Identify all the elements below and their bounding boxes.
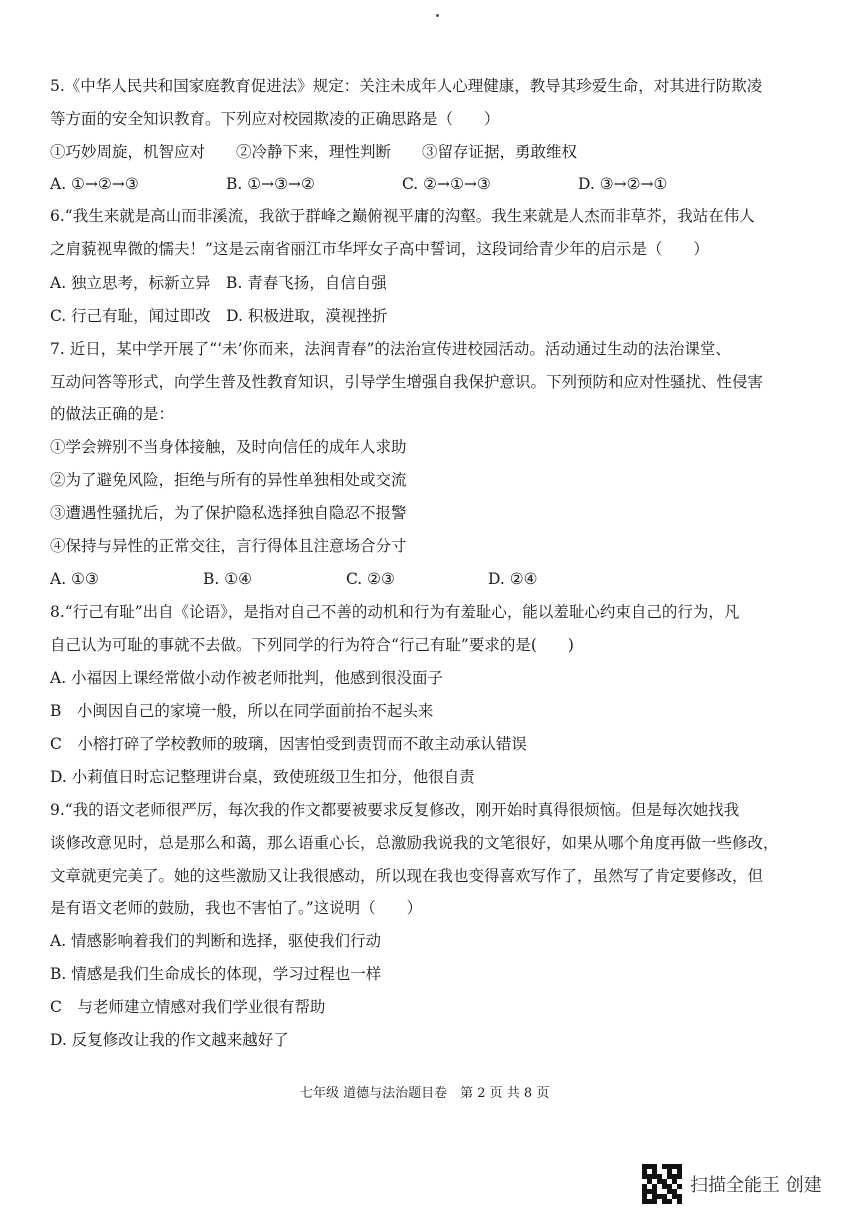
- q7-stem-line2: 互动问答等形式，向学生普及性教育知识，引导学生增强自我保护意识。下列预防和应对性骚扰、性侵害: [50, 373, 764, 391]
- watermark-text: 扫描全能王 创建: [690, 1175, 822, 1196]
- q9-stem-line1: 9.“我的语文老师很严厉，每次我的作文都要被要求反复修改，刚开始时真得很烦恼。但是每次她找我: [50, 801, 740, 819]
- q6-options-ab[interactable]: A. 独立思考，标新立异 B. 青春飞扬，自信自强: [50, 274, 387, 292]
- q7-item-4: ④保持与异性的正常交往，言行得体且注意场合分寸: [50, 537, 407, 555]
- q7-stem-line3: 的做法正确的是：: [50, 405, 175, 423]
- q7-options: [50, 570, 664, 588]
- q7-item-1: ①学会辨别不当身体接触，及时向信任的成年人求助: [50, 438, 407, 456]
- q7-option-c[interactable]: C. ②③: [346, 570, 395, 588]
- q8-stem-line2: 自己认为可耻的事就不去做。下列同学的行为符合“行己有耻”要求的是( ): [50, 636, 574, 654]
- q8-option-c[interactable]: C 小榕打碎了学校教师的玻璃，因害怕受到责罚而不敢主动承认错误: [50, 735, 527, 753]
- q5-stem-line2: 等方面的安全知识教育。下列应对校园欺凌的正确思路是（ ）: [50, 110, 500, 128]
- q5-option-d[interactable]: D. ③→②→①: [578, 175, 668, 193]
- q5-items: ①巧妙周旋，机智应对 ②冷静下来，理性判断 ③留存证据，勇敢维权: [50, 143, 578, 161]
- q6-stem-line1: 6.“我生来就是高山而非溪流，我欲于群峰之巅俯视平庸的沟壑。我生来就是人杰而非草芥，我站在伟人: [50, 207, 755, 225]
- page-footer: 七年级 道德与法治题目卷 第 2 页 共 8 页: [300, 1086, 550, 1101]
- q9-stem-line3: 文章就更完美了。她的这些激励又让我很感动，所以现在我也变得喜欢写作了，虽然写了肯定要修改，但: [50, 867, 764, 885]
- q7-stem-line1: 7. 近日，某中学开展了“‘未’你而来，法润青春”的法治宣传进校园活动。活动通过生动的法治课堂、: [50, 340, 731, 358]
- q6-options-cd[interactable]: C. 行己有耻，闻过即改 D. 积极进取，漠视挫折: [50, 307, 388, 325]
- q5-stem-line1: 5.《中华人民共和国家庭教育促进法》规定：关注未成年人心理健康，教导其珍爱生命，对其进行防欺凌: [50, 77, 763, 95]
- qr-code-icon: [642, 1164, 682, 1204]
- q8-option-d[interactable]: D. 小莉值日时忘记整理讲台桌，致使班级卫生扣分，他很自责: [50, 768, 475, 786]
- q9-option-b[interactable]: B. 情感是我们生命成长的体现，学习过程也一样: [50, 965, 382, 983]
- q5-option-a[interactable]: A. ①→②→③: [50, 175, 139, 193]
- q5-options: [50, 175, 754, 193]
- q8-option-a[interactable]: A. 小福因上课经常做小动作被老师批判，他感到很没面子: [50, 669, 444, 687]
- scan-speck: [436, 14, 439, 17]
- q7-item-2: ②为了避免风险，拒绝与所有的异性单独相处或交流: [50, 471, 407, 489]
- q9-option-c[interactable]: C 与老师建立情感对我们学业很有帮助: [50, 998, 326, 1016]
- q8-stem-line1: 8.“行己有耻”出自《论语》，是指对自己不善的动机和行为有羞耻心，能以羞耻心约束自己的行为，凡: [50, 603, 740, 621]
- q6-stem-line2: 之肩藐视卑微的懦夫！”这是云南省丽江市华坪女子高中誓词，这段词给青少年的启示是（ ）: [50, 240, 709, 258]
- q9-option-a[interactable]: A. 情感影响着我们的判断和选择，驱使我们行动: [50, 932, 382, 950]
- q9-option-d[interactable]: D. 反复修改让我的作文越来越好了: [50, 1031, 289, 1049]
- q8-option-b[interactable]: B 小闽因自己的家境一般，所以在同学面前抬不起头来: [50, 702, 434, 720]
- q7-option-b[interactable]: B. ①④: [203, 570, 253, 588]
- q7-option-d[interactable]: D. ②④: [488, 570, 538, 588]
- scanner-watermark: [642, 1164, 822, 1204]
- q9-stem-line2: 谈修改意见时，总是那么和蔼，那么语重心长，总激励我说我的文笔很好，如果从哪个角度再做一些修改，: [50, 834, 779, 852]
- q5-option-b[interactable]: B. ①→③→②: [226, 175, 315, 193]
- q5-option-c[interactable]: C. ②→①→③: [402, 175, 491, 193]
- q7-option-a[interactable]: A. ①③: [50, 570, 99, 588]
- q9-stem-line4: 是有语文老师的鼓励，我也不害怕了。”这说明（ ）: [50, 899, 423, 917]
- q7-item-3: ③遭遇性骚扰后，为了保护隐私选择独自隐忍不报警: [50, 504, 407, 522]
